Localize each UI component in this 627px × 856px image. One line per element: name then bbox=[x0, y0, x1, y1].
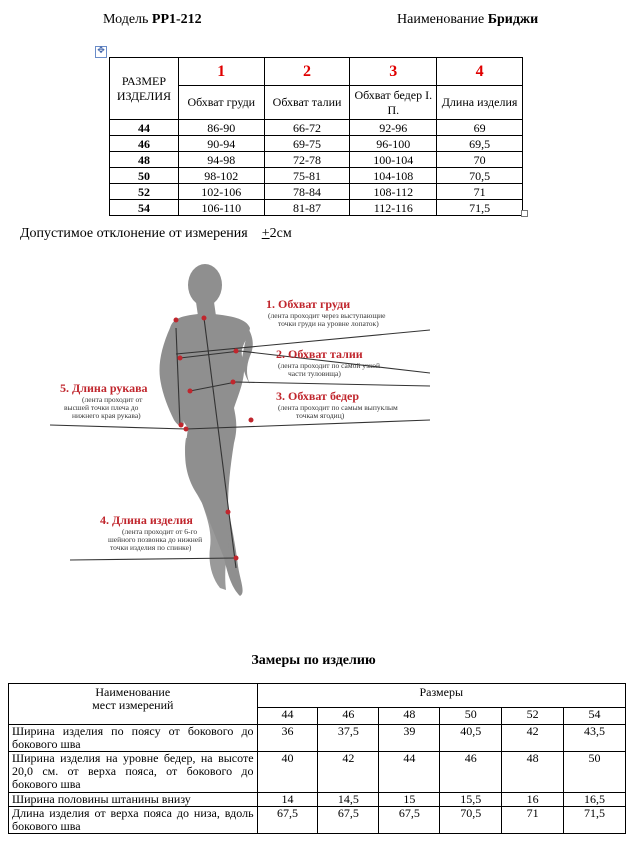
label-length-title: 4. Длина изделия bbox=[100, 513, 193, 527]
product-name-heading bbox=[397, 12, 538, 28]
sizes-header: Размеры bbox=[257, 684, 625, 708]
size-cell: 54 bbox=[110, 200, 179, 216]
product-name-value: Бриджи bbox=[487, 12, 539, 27]
table-row bbox=[9, 752, 626, 793]
value-cell: 100-104 bbox=[350, 152, 437, 168]
tolerance-note bbox=[20, 226, 292, 242]
measurement-value: 36 bbox=[257, 725, 318, 752]
table-row bbox=[110, 184, 523, 200]
value-cell: 106-110 bbox=[178, 200, 264, 216]
column-number: 2 bbox=[264, 58, 350, 86]
measurement-value: 67,5 bbox=[257, 807, 318, 834]
measurement-value: 44 bbox=[379, 752, 440, 793]
value-cell: 78-84 bbox=[264, 184, 350, 200]
measurement-value: 40,5 bbox=[440, 725, 502, 752]
measurement-value: 42 bbox=[318, 752, 379, 793]
table-row bbox=[9, 725, 626, 752]
product-name-label: Наименование bbox=[397, 12, 485, 27]
measurement-value: 43,5 bbox=[564, 725, 626, 752]
column-header: Длина изделия bbox=[437, 86, 523, 120]
value-cell: 66-72 bbox=[264, 120, 350, 136]
value-cell: 69,5 bbox=[437, 136, 523, 152]
column-number: 3 bbox=[350, 58, 437, 86]
value-cell: 104-108 bbox=[350, 168, 437, 184]
value-cell: 86-90 bbox=[178, 120, 264, 136]
size-header-cell: 52 bbox=[502, 708, 564, 725]
measurement-name: Ширина изделия по поясу от бокового до бокового шва bbox=[9, 725, 258, 752]
measurement-value: 40 bbox=[257, 752, 318, 793]
label-sleeve-note: высшей точки плеча до bbox=[64, 403, 139, 412]
column-header: Обхват талии bbox=[264, 86, 350, 120]
measurement-value: 67,5 bbox=[318, 807, 379, 834]
label-length-note: шейного позвонка до нижней bbox=[108, 535, 203, 544]
size-cell: 52 bbox=[110, 184, 179, 200]
table-row bbox=[110, 120, 523, 136]
value-cell: 81-87 bbox=[264, 200, 350, 216]
label-hips-note: (лента проходит по самым выпуклым bbox=[278, 403, 398, 412]
measurement-value: 15 bbox=[379, 793, 440, 807]
label-sleeve-title: 5. Длина рукава bbox=[60, 381, 148, 395]
label-waist-note: (лента проходит по самой узкой bbox=[278, 361, 380, 370]
column-number: 1 bbox=[178, 58, 264, 86]
name-header bbox=[9, 684, 258, 725]
label-chest-note: (лента проходит через выступающие bbox=[268, 311, 386, 320]
measurements-table bbox=[8, 683, 626, 834]
measurement-value: 16,5 bbox=[564, 793, 626, 807]
measurement-value: 15,5 bbox=[440, 793, 502, 807]
size-table bbox=[109, 57, 523, 216]
name-header-line: Наименование bbox=[95, 685, 171, 699]
measurement-value: 14,5 bbox=[318, 793, 379, 807]
label-hips-note: точкам ягодиц) bbox=[296, 411, 345, 420]
tolerance-symbol: + bbox=[261, 226, 270, 241]
size-header-cell: 48 bbox=[379, 708, 440, 725]
model-heading bbox=[103, 12, 202, 28]
model-label: Модель bbox=[103, 12, 149, 27]
tolerance-label: Допустимое отклонение от измерения bbox=[20, 226, 248, 241]
measurement-name: Ширина половины штанины внизу bbox=[9, 793, 258, 807]
column-header: Обхват груди bbox=[178, 86, 264, 120]
size-header-cell: 44 bbox=[257, 708, 318, 725]
label-length-note: точки изделия по спинке) bbox=[110, 543, 192, 552]
measurement-value: 67,5 bbox=[379, 807, 440, 834]
value-cell: 70 bbox=[437, 152, 523, 168]
value-cell: 69-75 bbox=[264, 136, 350, 152]
value-cell: 102-106 bbox=[178, 184, 264, 200]
value-cell: 75-81 bbox=[264, 168, 350, 184]
measurement-value: 46 bbox=[440, 752, 502, 793]
measurements-title: Замеры по изделию bbox=[251, 653, 376, 668]
size-header-cell: 54 bbox=[564, 708, 626, 725]
value-cell: 69 bbox=[437, 120, 523, 136]
table-row bbox=[110, 200, 523, 216]
value-cell: 90-94 bbox=[178, 136, 264, 152]
value-cell: 98-102 bbox=[178, 168, 264, 184]
name-header-line: мест измерений bbox=[92, 698, 174, 712]
column-number: 4 bbox=[437, 58, 523, 86]
measurement-value: 16 bbox=[502, 793, 564, 807]
size-cell: 44 bbox=[110, 120, 179, 136]
label-sleeve-note: нижнего края рукава) bbox=[72, 411, 141, 420]
label-hips-title: 3. Обхват бедер bbox=[276, 389, 360, 403]
label-sleeve-note: (лента проходит от bbox=[82, 395, 143, 404]
value-cell: 94-98 bbox=[178, 152, 264, 168]
table-row bbox=[9, 807, 626, 834]
table-resize-handle[interactable] bbox=[521, 210, 528, 217]
model-value: РР1-212 bbox=[151, 12, 202, 27]
body-measurement-figure bbox=[50, 258, 430, 603]
measurement-name: Длина изделия от верха пояса до низа, вдоль бокового шва bbox=[9, 807, 258, 834]
table-move-handle-icon[interactable]: ✥ bbox=[95, 46, 107, 58]
table-row bbox=[9, 793, 626, 807]
value-cell: 71,5 bbox=[437, 200, 523, 216]
table-row bbox=[110, 136, 523, 152]
label-chest-note: точки груди на уровне лопаток) bbox=[278, 319, 379, 328]
value-cell: 92-96 bbox=[350, 120, 437, 136]
value-cell: 72-78 bbox=[264, 152, 350, 168]
measurement-name: Ширина изделия на уровне бедер, на высоте 20,0 см. от верха пояса, от бокового до бокового шва bbox=[9, 752, 258, 793]
measurement-value: 42 bbox=[502, 725, 564, 752]
table-row bbox=[110, 152, 523, 168]
value-cell: 71 bbox=[437, 184, 523, 200]
measurement-value: 39 bbox=[379, 725, 440, 752]
measurement-value: 71,5 bbox=[564, 807, 626, 834]
label-waist-title: 2. Обхват талии bbox=[276, 347, 363, 361]
size-cell: 50 bbox=[110, 168, 179, 184]
value-cell: 112-116 bbox=[350, 200, 437, 216]
measurement-value: 48 bbox=[502, 752, 564, 793]
size-cell: 46 bbox=[110, 136, 179, 152]
size-cell: 48 bbox=[110, 152, 179, 168]
measurement-value: 14 bbox=[257, 793, 318, 807]
size-header-cell: 50 bbox=[440, 708, 502, 725]
column-header-text: Обхват бедер I. П. bbox=[354, 87, 433, 117]
size-header-cell: 46 bbox=[318, 708, 379, 725]
label-chest-title: 1. Обхват груди bbox=[266, 297, 351, 311]
measurement-value: 37,5 bbox=[318, 725, 379, 752]
measurement-value: 50 bbox=[564, 752, 626, 793]
column-header bbox=[350, 86, 437, 120]
table-row bbox=[110, 168, 523, 184]
measurement-value: 70,5 bbox=[440, 807, 502, 834]
measurement-value: 71 bbox=[502, 807, 564, 834]
size-corner-label: РАЗМЕР ИЗДЕЛИЯ bbox=[110, 58, 179, 120]
tolerance-value: 2см bbox=[269, 226, 292, 241]
value-cell: 70,5 bbox=[437, 168, 523, 184]
label-waist-note: части туловища) bbox=[288, 369, 341, 378]
label-length-note: (лента проходит от 6-го bbox=[122, 527, 198, 536]
value-cell: 108-112 bbox=[350, 184, 437, 200]
value-cell: 96-100 bbox=[350, 136, 437, 152]
